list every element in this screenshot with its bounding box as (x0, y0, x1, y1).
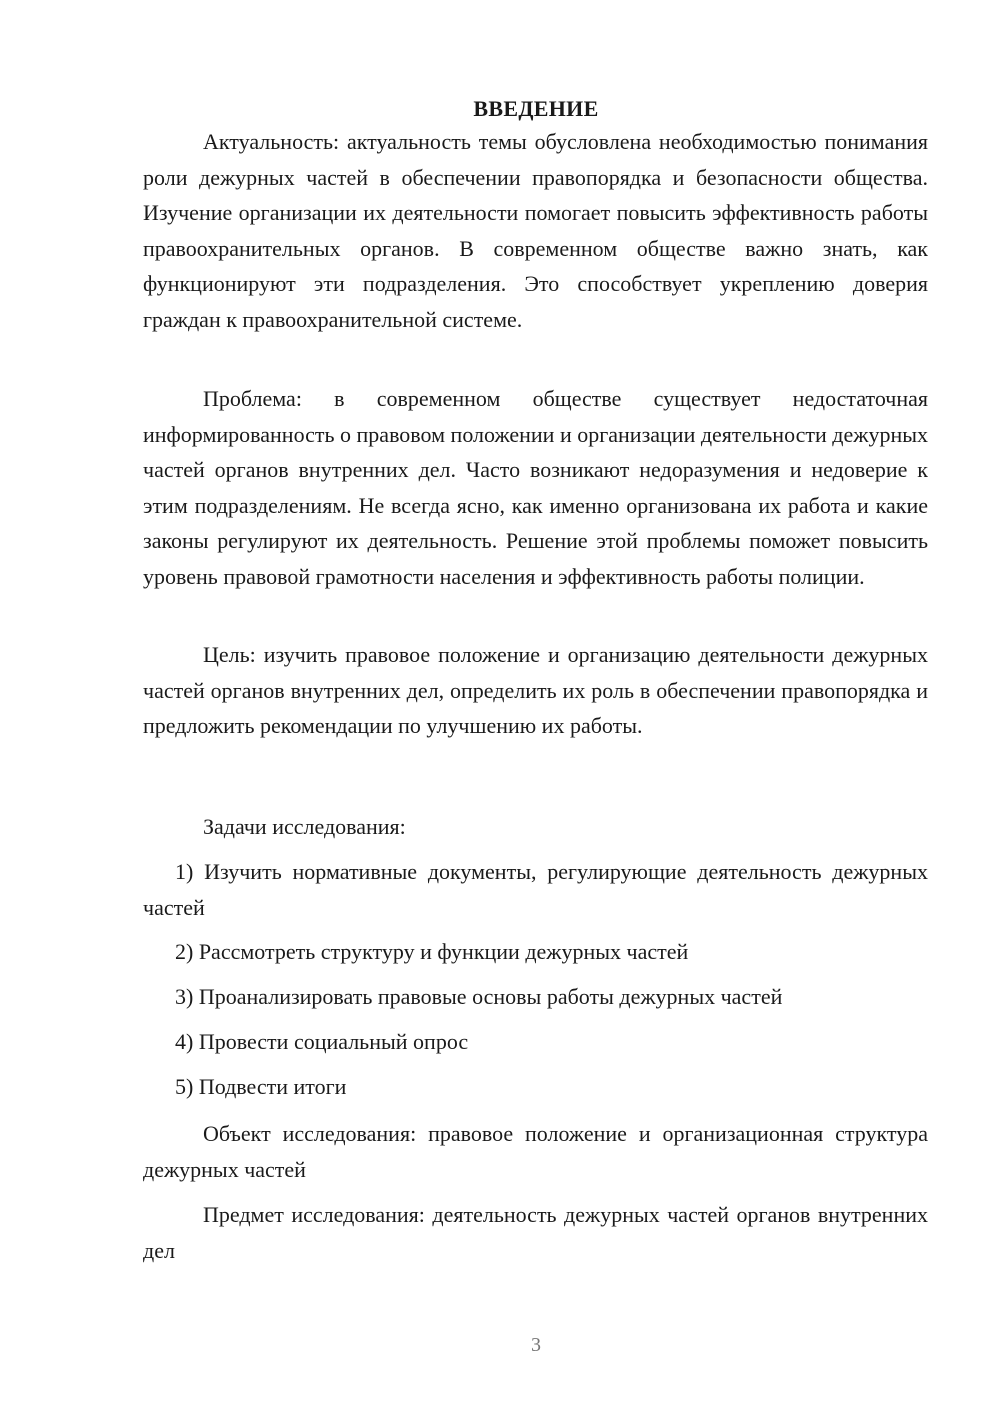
task-item-5: 5) Подвести итоги (175, 1074, 347, 1099)
task-item-2: 2) Рассмотреть структуру и функции дежурных частей (175, 939, 689, 964)
paragraph-object: Объект исследования: правовое положение и организационная структура дежурных частей (143, 1121, 928, 1182)
task-item-4: 4) Провести социальный опрос (175, 1029, 469, 1054)
tasks-heading: Задачи исследования: (203, 814, 406, 839)
task-item-3: 3) Проанализировать правовые основы работы дежурных частей (175, 984, 783, 1009)
paragraph-problem: Проблема: в современном обществе существует недостаточная информированность о правовом положении и организации деятельности дежурных частей органов внутренних дел. Часто возникают недоразумения и недоверие к этим подразделениям. Не всегда ясно, как именно организована их работа и какие законы регулируют их деятельность. Решение этой проблемы поможет повысить уровень правовой грамотности населения и эффективность работы полиции. (143, 386, 928, 589)
page-title: ВВЕДЕНИЕ (473, 96, 599, 121)
page-number: 3 (531, 1334, 541, 1356)
paragraph-relevance: Актуальность: актуальность темы обусловлена необходимостью понимания роли дежурных частей в обеспечении правопорядка и безопасности общества. Изучение организации их деятельности помогает повысить эффективность работы правоохранительных органов. В современном обществе важно знать, как функционируют эти подразделения. Это способствует укреплению доверия граждан к правоохранительной системе. (143, 129, 928, 332)
task-item-1: 1) Изучить нормативные документы, регулирующие деятельность дежурных частей (143, 859, 928, 920)
paragraph-subject: Предмет исследования: деятельность дежурных частей органов внутренних дел (143, 1202, 928, 1263)
paragraph-goal: Цель: изучить правовое положение и организацию деятельности дежурных частей органов внутренних дел, определить их роль в обеспечении правопорядка и предложить рекомендации по улучшению их работы. (143, 642, 928, 738)
